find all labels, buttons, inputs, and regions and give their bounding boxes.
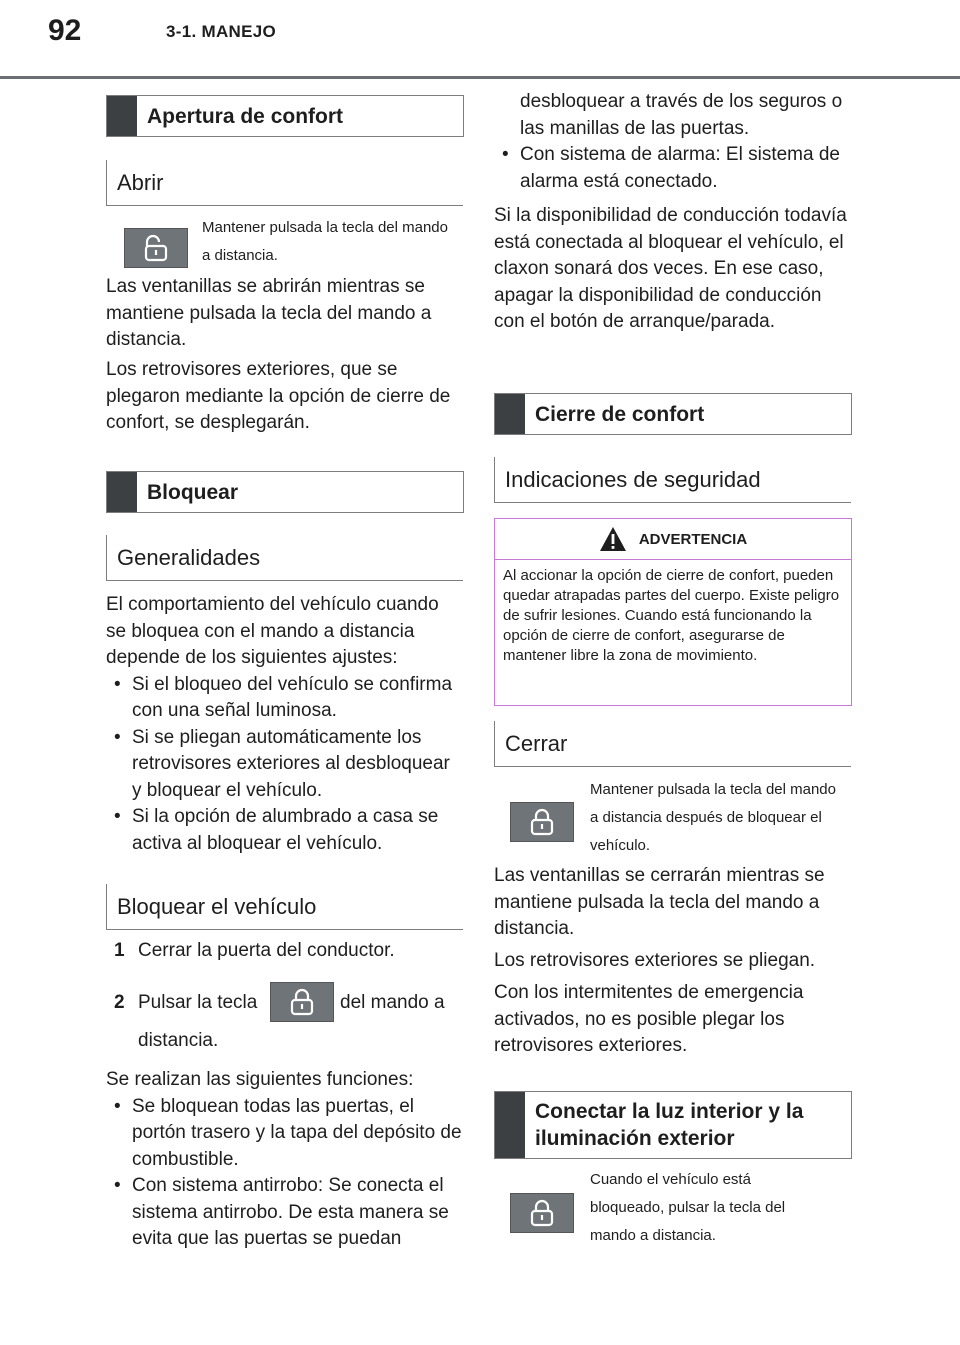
section-tab <box>107 96 137 136</box>
section-tab <box>495 1092 525 1158</box>
lock-key-icon-luz <box>510 1193 574 1233</box>
list-item: • Si la opción de alumbrado a casa se activa al bloquear el vehículo. <box>106 804 464 857</box>
warning-box <box>494 518 852 706</box>
lock-closed-icon <box>525 808 559 836</box>
subsection-bloquear-vehiculo <box>106 884 463 930</box>
subsection-title: Generalidades <box>117 544 261 570</box>
generalidades-block <box>106 592 464 857</box>
subsection-indicaciones-seguridad <box>494 457 851 503</box>
cerrar-paragraph-2: Los retrovisores exteriores se pliegan. <box>494 950 816 971</box>
section-luz-interior <box>494 1091 852 1159</box>
generalidades-intro: El comportamiento del vehículo cuando se bloquea con el mando a distancia depende de los siguientes ajustes: <box>106 594 439 668</box>
section-cierre-de-confort <box>494 393 852 435</box>
lock-key-inline-icon <box>270 982 334 1022</box>
generalidades-list <box>106 672 464 858</box>
subsection-abrir <box>106 160 463 206</box>
step-number: 1 <box>114 940 125 961</box>
subsection-generalidades <box>106 535 463 581</box>
disponibilidad-paragraph: Si la disponibilidad de conducción todavía está conectada al bloquear el vehículo, el claxon sonará dos veces. En ese caso, apagar la disponibilidad de conducción con el botón de arranque/parada. <box>494 205 847 332</box>
abrir-key-text: Mantener pulsada la tecla del mando a distancia. <box>202 219 448 264</box>
list-item: • Si se pliegan automáticamente los retrovisores exteriores al desbloquear y bloquear el vehículo. <box>106 725 464 805</box>
abrir-paragraph-2: Los retrovisores exteriores, que se plegaron mediante la opción de cierre de confort, se desplegarán. <box>106 359 451 433</box>
lock-closed-icon <box>525 1199 559 1227</box>
cerrar-paragraph-3: Con los intermitentes de emergencia activados, no es posible plegar los retrovisores exteriores. <box>494 982 804 1056</box>
step-1 <box>114 938 464 964</box>
step-2-cont: distancia. <box>138 1030 219 1051</box>
section-apertura-de-confort <box>106 95 464 137</box>
section-title: Cierre de confort <box>535 402 705 426</box>
lock-closed-icon <box>285 988 319 1016</box>
lock-open-icon <box>139 234 173 262</box>
header-rule <box>0 76 960 79</box>
step-text: Cerrar la puerta del conductor. <box>138 940 395 961</box>
step-text: Pulsar la tecla <box>138 992 258 1013</box>
cerrar-paragraph-1: Las ventanillas se cerrarán mientras se mantiene pulsada la tecla del mando a distancia. <box>494 865 825 939</box>
funciones-block <box>106 1067 464 1253</box>
page-number: 92 <box>48 14 82 47</box>
chapter-title: 3-1. MANEJO <box>166 22 277 41</box>
step-2-post: del mando a <box>340 992 445 1013</box>
abrir-paragraph-1: Las ventanillas se abrirán mientras se mantiene pulsada la tecla del mando a distancia. <box>106 276 432 350</box>
cerrar-key-text: Mantener pulsada la tecla del mando a distancia después de bloquear el vehículo. <box>590 781 836 854</box>
section-tab <box>495 394 525 434</box>
subsection-title: Bloquear el vehículo <box>117 893 317 919</box>
subsection-title: Cerrar <box>505 730 568 756</box>
section-title: Apertura de confort <box>147 104 344 128</box>
warning-header <box>495 519 851 560</box>
list-item: • Con sistema de alarma: El sistema de alarma está conectado. <box>494 142 852 195</box>
step-number: 2 <box>114 992 125 1013</box>
lock-key-icon <box>510 802 574 842</box>
subsection-title: Abrir <box>117 169 164 195</box>
warning-triangle-icon <box>599 526 627 552</box>
warning-text: Al accionar la opción de cierre de confort, pueden quedar atrapadas partes del cuerpo. Existe peligro de sufrir lesiones. Cuando está funcionando la opción de cierre de confort, asegurarse de mantener libre la zona de movimiento. <box>503 567 840 664</box>
section-title: Conectar la luz interior y la iluminación exterior <box>535 1100 804 1150</box>
funciones-list <box>106 1094 464 1253</box>
continued-block <box>494 89 852 195</box>
subsection-cerrar <box>494 721 851 767</box>
luz-key-text: Cuando el vehículo está bloqueado, pulsar la tecla del mando a distancia. <box>590 1171 786 1244</box>
alarm-list <box>494 142 852 195</box>
section-title: Bloquear <box>147 480 239 504</box>
warning-label: ADVERTENCIA <box>638 530 748 548</box>
list-item: • Si el bloqueo del vehículo se confirma con una señal luminosa. <box>106 672 464 725</box>
section-tab <box>107 472 137 512</box>
list-item: • Con sistema antirrobo: Se conecta el sistema antirrobo. De esta manera se evita que las puertas se puedan <box>106 1173 464 1253</box>
list-item: • Se bloquean todas las puertas, el portón trasero y la tapa del depósito de combustible. <box>106 1094 464 1174</box>
continued-bullet-tail: desbloquear a través de los seguros o las manillas de las puertas. <box>520 91 843 139</box>
unlock-key-icon <box>124 228 188 268</box>
section-bloquear <box>106 471 464 513</box>
funciones-intro: Se realizan las siguientes funciones: <box>106 1069 414 1090</box>
subsection-title: Indicaciones de seguridad <box>505 466 761 492</box>
